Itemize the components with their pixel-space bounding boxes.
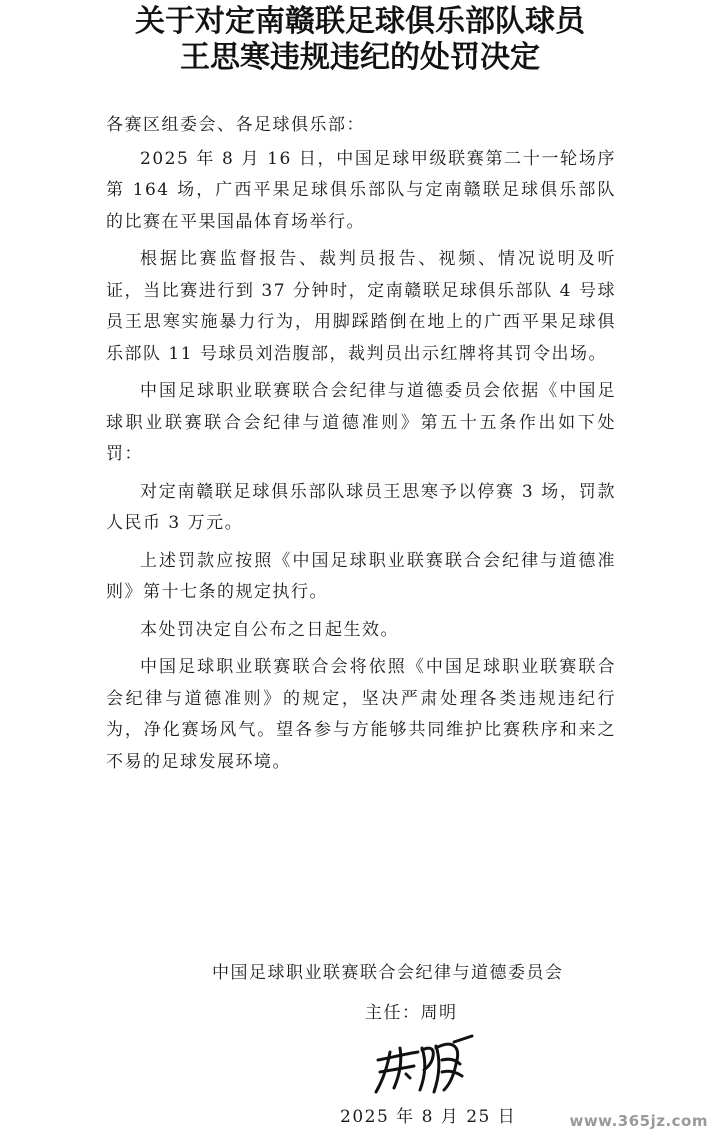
paragraph-basis: 中国足球职业联赛联合会纪律与道德委员会依据《中国足球职业联赛联合会纪律与道德准则》第五十五条作出如下处罚： <box>106 381 616 464</box>
document-body <box>106 110 616 784</box>
title-line-1: 关于对定南赣联足球俱乐部队球员 <box>135 4 585 39</box>
paragraph-effective: 本处罚决定自公布之日起生效。 <box>140 619 399 640</box>
paragraph-closing: 中国足球职业联赛联合会将依照《中国足球职业联赛联合会纪律与道德准则》的规定，坚决严肃处理各类违规违纪行为，净化赛场风气。望各参与方能够共同维护比赛秩序和来之不易的足球发展环境。 <box>106 657 616 772</box>
document-title <box>0 4 720 76</box>
salutation: 各赛区组委会、各足球俱乐部： <box>106 115 365 135</box>
watermark: www.365jz.com <box>569 1112 708 1130</box>
paragraph-match-info: 2025 年 8 月 16 日，中国足球甲级联赛第二十一轮场序第 164 场，广西平果足球俱乐部队与定南赣联足球俱乐部队的比赛在平果国晶体育场举行。 <box>106 148 616 232</box>
title-line-2: 王思寒违规违纪的处罚决定 <box>180 40 540 75</box>
signing-organization: 中国足球职业联赛联合会纪律与道德委员会 <box>212 963 564 983</box>
document-date: 2025 年 8 月 25 日 <box>340 1107 517 1127</box>
paragraph-fine-execution: 上述罚款应按照《中国足球职业联赛联合会纪律与道德准则》第十七条的规定执行。 <box>106 550 616 602</box>
handwritten-signature <box>370 1030 480 1100</box>
paragraph-incident: 根据比赛监督报告、裁判员报告、视频、情况说明及听证，当比赛进行到 37 分钟时，定南赣联足球俱乐部队 4 号球员王思寒实施暴力行为，用脚踩踏倒在地上的广西平果足球俱乐部队 11 号球员刘浩腹部，裁判员出示红牌将其罚令出场。 <box>106 249 616 364</box>
chair-name: 主任：周明 <box>365 1003 458 1023</box>
paragraph-penalty: 对定南赣联足球俱乐部队球员王思寒予以停赛 3 场，罚款人民币 3 万元。 <box>106 481 616 533</box>
